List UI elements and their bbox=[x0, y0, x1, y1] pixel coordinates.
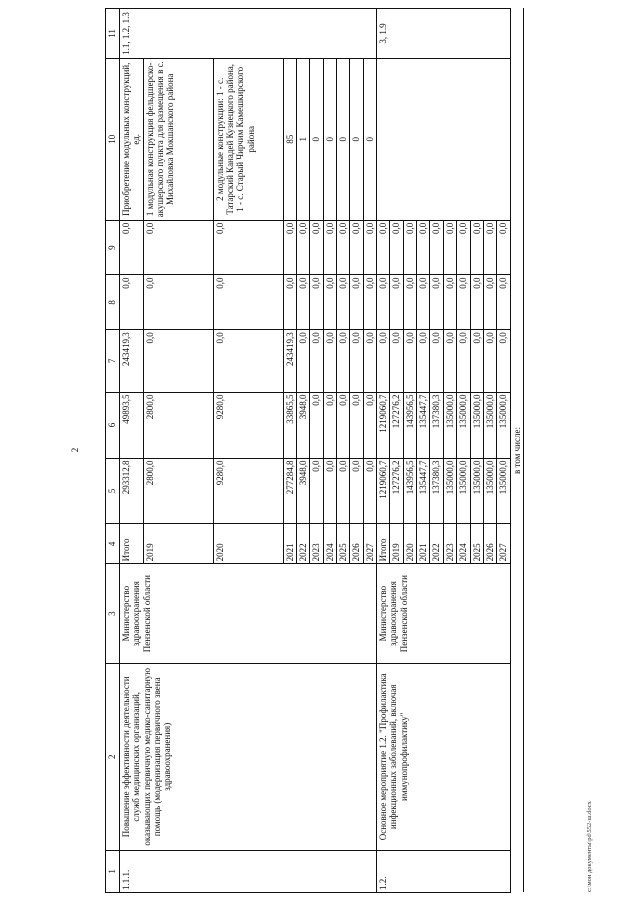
year-cell: 2021 bbox=[283, 524, 296, 564]
row-code: 1.2. bbox=[377, 850, 510, 892]
col-number: 7 bbox=[106, 330, 120, 392]
col-number: 2 bbox=[106, 663, 120, 850]
value-cell: 135000,0 bbox=[457, 458, 470, 524]
year-cell: 2027 bbox=[363, 524, 376, 564]
row-name: Повышение эффективности деятельности служб медицинских организаций, оказывающих первичную медико-санитарную помощь (модернизация первичного звена здравоохранения) bbox=[120, 663, 377, 850]
value-cell: 0,0 bbox=[283, 220, 296, 275]
value-cell: 0,0 bbox=[350, 275, 363, 330]
value-cell: 0,0 bbox=[443, 275, 456, 330]
value-cell: 9280,0 bbox=[213, 392, 283, 458]
value-cell: 0,0 bbox=[443, 330, 456, 392]
value-cell: 0,0 bbox=[377, 330, 390, 392]
value-cell: 0,0 bbox=[297, 330, 310, 392]
value-cell: 3948,0 bbox=[297, 458, 310, 524]
col-number: 9 bbox=[106, 220, 120, 275]
value-cell: 0,0 bbox=[390, 220, 403, 275]
value-cell: 0,0 bbox=[337, 392, 350, 458]
value-cell: 0,0 bbox=[483, 220, 496, 275]
value-cell: 1219060,7 bbox=[377, 458, 390, 524]
value-cell: 0,0 bbox=[457, 220, 470, 275]
value-cell: 0,0 bbox=[377, 220, 390, 275]
value-cell: 0,0 bbox=[310, 392, 323, 458]
indicator-text: 2 модульные конструкции: 1 - с. Татарский Канадей Кузнецкого района, 1 - с. Старый Чирчим Камешкирского района bbox=[213, 58, 283, 220]
value-cell: 135447,7 bbox=[417, 392, 430, 458]
value-cell: 0,0 bbox=[430, 220, 443, 275]
value-cell: 0,0 bbox=[363, 458, 376, 524]
value-cell: 0,0 bbox=[143, 330, 213, 392]
value-cell: 135000,0 bbox=[497, 392, 510, 458]
value-cell: 0,0 bbox=[213, 330, 283, 392]
value-cell: 0,0 bbox=[497, 220, 510, 275]
year-cell: 2024 bbox=[457, 524, 470, 564]
year-cell: 2022 bbox=[430, 524, 443, 564]
row-code: 1.1.1. bbox=[120, 850, 377, 892]
value-cell: 0,0 bbox=[417, 330, 430, 392]
year-cell: 2023 bbox=[443, 524, 456, 564]
indicator-ref: 1.1, 1.2, 1.3 bbox=[120, 9, 377, 59]
value-cell: 0,0 bbox=[403, 275, 416, 330]
value-cell: 0,0 bbox=[323, 392, 336, 458]
value-cell: 0,0 bbox=[430, 275, 443, 330]
year-cell: 2027 bbox=[497, 524, 510, 564]
value-cell: 0,0 bbox=[497, 330, 510, 392]
indicator-value: 1 bbox=[297, 58, 310, 220]
column-numbers-row bbox=[106, 9, 120, 893]
value-cell: 137380,3 bbox=[430, 458, 443, 524]
value-cell: 0,0 bbox=[483, 330, 496, 392]
col-number: 4 bbox=[106, 524, 120, 564]
indicator-value: 0 bbox=[310, 58, 323, 220]
value-cell: 0,0 bbox=[457, 275, 470, 330]
value-cell: 0,0 bbox=[363, 220, 376, 275]
value-cell: 0,0 bbox=[470, 330, 483, 392]
value-cell: 0,0 bbox=[417, 275, 430, 330]
value-cell: 0,0 bbox=[470, 275, 483, 330]
value-cell: 0,0 bbox=[323, 275, 336, 330]
value-cell: 9280,0 bbox=[213, 458, 283, 524]
value-cell: 0,0 bbox=[363, 275, 376, 330]
table-row bbox=[377, 9, 390, 893]
value-cell: 135000,0 bbox=[497, 458, 510, 524]
value-cell: 0,0 bbox=[310, 458, 323, 524]
value-cell: 0,0 bbox=[390, 275, 403, 330]
value-cell: 0,0 bbox=[350, 392, 363, 458]
value-cell: 277284,8 bbox=[283, 458, 296, 524]
year-cell: 2026 bbox=[350, 524, 363, 564]
col-number: 5 bbox=[106, 458, 120, 524]
year-cell: 2023 bbox=[310, 524, 323, 564]
value-cell: 2800,0 bbox=[143, 458, 213, 524]
value-cell: 0,0 bbox=[120, 275, 144, 330]
footer-file-path: c:\мои документы\pd\552-ш.docx bbox=[586, 801, 593, 892]
value-cell: 0,0 bbox=[350, 458, 363, 524]
value-cell: 0,0 bbox=[390, 330, 403, 392]
value-cell: 0,0 bbox=[350, 330, 363, 392]
value-cell: 127276,2 bbox=[390, 392, 403, 458]
value-cell: 33865,5 bbox=[283, 392, 296, 458]
value-cell: 243419,3 bbox=[283, 330, 296, 392]
indicator-text: 1 модульная конструкция фельдшерско-акушерского пункта для размещения в с. Михайловка Мокшанского района bbox=[143, 58, 213, 220]
indicator-empty bbox=[377, 58, 510, 220]
value-cell: 0,0 bbox=[497, 275, 510, 330]
value-cell: 0,0 bbox=[323, 458, 336, 524]
subtotal-label: в том числе: bbox=[510, 9, 523, 893]
value-cell: 135000,0 bbox=[470, 458, 483, 524]
year-cell: 2020 bbox=[403, 524, 416, 564]
indicator-value: 0 bbox=[363, 58, 376, 220]
value-cell: 0,0 bbox=[297, 275, 310, 330]
value-cell: 0,0 bbox=[417, 220, 430, 275]
value-cell: 0,0 bbox=[310, 330, 323, 392]
indicator-text: Приобретение модульных конструкций, ед. bbox=[120, 58, 144, 220]
year-cell: 2019 bbox=[143, 524, 213, 564]
year-cell: Итого bbox=[377, 524, 390, 564]
col-number: 1 bbox=[106, 850, 120, 892]
value-cell: 0,0 bbox=[283, 275, 296, 330]
value-cell: 49893,5 bbox=[120, 392, 144, 458]
value-cell: 0,0 bbox=[297, 220, 310, 275]
col-number: 10 bbox=[106, 58, 120, 220]
row-executor: Министерство здравоохранения Пензенской области bbox=[120, 564, 377, 664]
value-cell: 143956,5 bbox=[403, 392, 416, 458]
value-cell: 1219060,7 bbox=[377, 392, 390, 458]
value-cell: 243419,3 bbox=[120, 330, 144, 392]
indicator-value: 0 bbox=[350, 58, 363, 220]
value-cell: 135000,0 bbox=[457, 392, 470, 458]
year-cell: 2024 bbox=[323, 524, 336, 564]
col-number: 11 bbox=[106, 9, 120, 59]
year-cell: 2025 bbox=[337, 524, 350, 564]
value-cell: 143956,5 bbox=[403, 458, 416, 524]
indicator-value: 0 bbox=[337, 58, 350, 220]
value-cell: 0,0 bbox=[403, 220, 416, 275]
value-cell: 0,0 bbox=[337, 275, 350, 330]
value-cell: 0,0 bbox=[363, 330, 376, 392]
table-row bbox=[120, 9, 144, 893]
value-cell: 0,0 bbox=[337, 220, 350, 275]
year-cell: 2021 bbox=[417, 524, 430, 564]
value-cell: 0,0 bbox=[377, 275, 390, 330]
value-cell: 0,0 bbox=[337, 330, 350, 392]
value-cell: 135000,0 bbox=[483, 392, 496, 458]
value-cell: 3948,0 bbox=[297, 392, 310, 458]
indicator-value: 85 bbox=[283, 58, 296, 220]
page-number: 2 bbox=[70, 447, 80, 453]
value-cell: 0,0 bbox=[310, 275, 323, 330]
program-table bbox=[105, 8, 524, 893]
value-cell: 0,0 bbox=[457, 330, 470, 392]
value-cell: 0,0 bbox=[213, 220, 283, 275]
value-cell: 0,0 bbox=[430, 330, 443, 392]
subtotal-row bbox=[510, 9, 523, 893]
row-name: Основное мероприятие 1.2. "Профилактика инфекционных заболеваний, включая иммунопрофилактику" bbox=[377, 663, 510, 850]
value-cell: 2800,0 bbox=[143, 392, 213, 458]
value-cell: 0,0 bbox=[143, 220, 213, 275]
value-cell: 135447,7 bbox=[417, 458, 430, 524]
year-cell: Итого bbox=[120, 524, 144, 564]
value-cell: 0,0 bbox=[120, 220, 144, 275]
value-cell: 0,0 bbox=[363, 392, 376, 458]
year-cell: 2025 bbox=[470, 524, 483, 564]
value-cell: 0,0 bbox=[483, 275, 496, 330]
col-number: 8 bbox=[106, 275, 120, 330]
value-cell: 0,0 bbox=[350, 220, 363, 275]
indicator-value: 0 bbox=[323, 58, 336, 220]
value-cell: 0,0 bbox=[470, 220, 483, 275]
indicator-ref: 3, 1.9 bbox=[377, 9, 510, 59]
value-cell: 137380,3 bbox=[430, 392, 443, 458]
value-cell: 135000,0 bbox=[483, 458, 496, 524]
value-cell: 293312,8 bbox=[120, 458, 144, 524]
value-cell: 135000,0 bbox=[470, 392, 483, 458]
col-number: 6 bbox=[106, 392, 120, 458]
value-cell: 0,0 bbox=[443, 220, 456, 275]
value-cell: 127276,2 bbox=[390, 458, 403, 524]
value-cell: 0,0 bbox=[403, 330, 416, 392]
value-cell: 135000,0 bbox=[443, 392, 456, 458]
value-cell: 0,0 bbox=[310, 220, 323, 275]
value-cell: 0,0 bbox=[213, 275, 283, 330]
value-cell: 135000,0 bbox=[443, 458, 456, 524]
value-cell: 0,0 bbox=[143, 275, 213, 330]
value-cell: 0,0 bbox=[323, 330, 336, 392]
year-cell: 2022 bbox=[297, 524, 310, 564]
value-cell: 0,0 bbox=[337, 458, 350, 524]
row-executor: Министерство здравоохранения Пензенской области bbox=[377, 564, 510, 664]
value-cell: 0,0 bbox=[323, 220, 336, 275]
col-number: 3 bbox=[106, 564, 120, 664]
year-cell: 2026 bbox=[483, 524, 496, 564]
year-cell: 2019 bbox=[390, 524, 403, 564]
year-cell: 2020 bbox=[213, 524, 283, 564]
rotated-table-container bbox=[105, 8, 585, 893]
